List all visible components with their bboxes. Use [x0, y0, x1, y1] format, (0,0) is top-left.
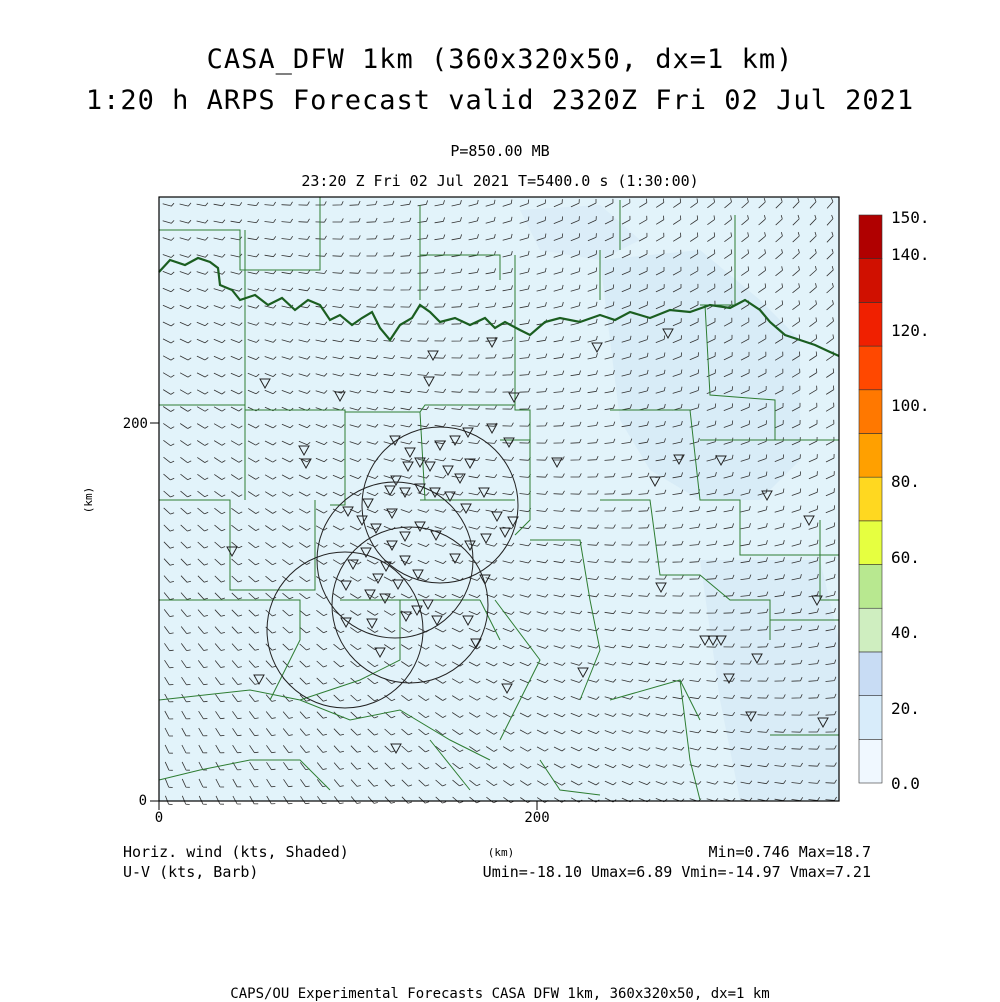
x-axis-unit: (km): [487, 846, 515, 859]
colorbar-swatch: [859, 652, 882, 696]
y-axis-unit: (km): [82, 486, 95, 514]
colorbar-label: 140.: [891, 245, 930, 264]
x-tick-label: 200: [524, 810, 550, 826]
colorbar-swatch: [859, 696, 882, 740]
colorbar-swatch: [859, 346, 882, 390]
colorbar-label: 120.: [891, 321, 930, 340]
y-tick-label: 200: [122, 416, 148, 432]
plot-title-line1: CASA_DFW 1km (360x320x50, dx=1 km): [206, 44, 794, 75]
colorbar-swatch: [859, 521, 882, 565]
colorbar-swatch: [859, 565, 882, 609]
uv-stats-label: Umin=-18.10 Umax=6.89 Vmin=-14.97 Vmax=7.21: [482, 863, 871, 881]
colorbar-swatch: [859, 608, 882, 652]
colorbar-label: 60.: [891, 548, 920, 567]
footer-credit: CAPS/OU Experimental Forecasts CASA DFW 1km, 360x320x50, dx=1 km: [230, 986, 770, 1002]
colorbar-swatch: [859, 390, 882, 434]
colorbar-label: 80.: [891, 472, 920, 491]
colorbar-label: 0.0: [891, 774, 920, 793]
colorbar-swatch: [859, 302, 882, 346]
colorbar-swatch: [859, 739, 882, 783]
y-tick-label: 0: [138, 793, 147, 809]
pressure-level: P=850.00 MB: [450, 142, 550, 160]
colorbar: [859, 215, 882, 783]
colorbar-swatch: [859, 259, 882, 303]
barb-field-label: U-V (kts, Barb): [123, 863, 259, 881]
colorbar-label: 100.: [891, 396, 930, 415]
colorbar-swatch: [859, 433, 882, 477]
colorbar-label: 150.: [891, 208, 930, 227]
shaded-field-label: Horiz. wind (kts, Shaded): [123, 843, 349, 861]
plot-title-line2: 1:20 h ARPS Forecast valid 2320Z Fri 02 Jul 2021: [85, 85, 915, 116]
colorbar-label: 20.: [891, 699, 920, 718]
x-tick-label: 0: [154, 810, 164, 826]
min-max-label: Min=0.746 Max=18.7: [708, 843, 871, 861]
colorbar-swatch: [859, 477, 882, 521]
colorbar-swatch: [859, 215, 882, 259]
colorbar-label: 40.: [891, 623, 920, 642]
valid-time: 23:20 Z Fri 02 Jul 2021 T=5400.0 s (1:30:00): [301, 172, 699, 190]
